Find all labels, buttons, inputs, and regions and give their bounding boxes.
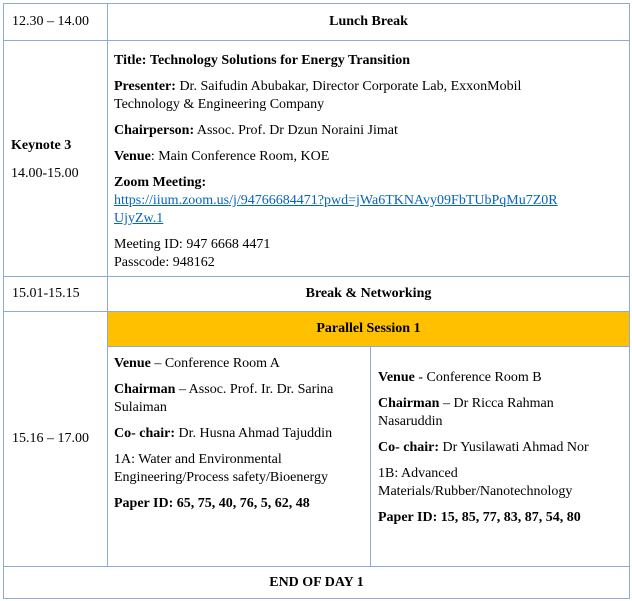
keynote-title-line: [114, 52, 626, 70]
keynote-details: [114, 52, 626, 272]
venue-name: : Main Conference Room, KOE: [150, 149, 330, 164]
networking-label: [108, 277, 629, 311]
meeting-id: Meeting ID: 947 6668 4471: [114, 237, 271, 252]
networking-text: Break & Networking: [305, 286, 432, 301]
chairperson-label: Chairperson:: [114, 123, 195, 138]
room-a-cochair-label: Co- chair:: [114, 426, 176, 441]
room-a-venue-name: – Conference Room A: [150, 356, 280, 371]
presenter-line: [114, 78, 626, 96]
presenter-name: Dr. Saifudin Abubakar, Director Corporate Lab, ExxonMobil: [179, 79, 522, 94]
room-b-venue-label: Venue: [378, 370, 415, 385]
zoom-link-part2[interactable]: UjyZw.1: [114, 211, 164, 226]
chairperson-line: [114, 122, 626, 140]
keynote-session-cell: [11, 137, 107, 183]
zoom-link[interactable]: [114, 192, 626, 210]
zoom-link-part1[interactable]: https://iium.zoom.us/j/94766684471?pwd=jWa6TKNAvy09FbTUbPqMu7Z0R: [114, 193, 558, 208]
room-a-cochair-name: Dr. Husna Ahmad Tajuddin: [175, 426, 333, 441]
room-b-track: 1B: Advanced: [378, 466, 458, 481]
room-b-track-cont: Materials/Rubber/Nanotechnology: [378, 484, 573, 499]
venue-label: Venue: [114, 149, 151, 164]
room-b-chair-name-cont: Nasaruddin: [378, 414, 443, 429]
keynote-title: Keynote 3: [11, 138, 72, 153]
room-a-venue-label: Venue: [114, 356, 151, 371]
room-a-track-cont: Engineering/Process safety/Bioenergy: [114, 470, 328, 485]
presenter-label: Presenter:: [114, 79, 176, 94]
room-b-venue: [378, 369, 628, 387]
room-a-chair-name: – Assoc. Prof. Ir. Dr. Sarina: [175, 382, 334, 397]
venue-line: [114, 148, 626, 166]
room-b-cochair-name: Dr Yusilawati Ahmad Nor: [439, 440, 589, 455]
networking-time: [4, 277, 107, 311]
room-b-chair-label: Chairman: [378, 396, 440, 411]
end-of-day-text: END OF DAY 1: [269, 574, 364, 590]
room-b-paper-ids: 15, 85, 77, 83, 87, 54, 80: [437, 510, 581, 525]
room-a-cochair: [114, 425, 366, 443]
room-b-venue-name: - Conference Room B: [414, 370, 542, 385]
passcode: Passcode: 948162: [114, 255, 215, 270]
lunch-time: [4, 4, 107, 40]
room-a-paper-ids: 65, 75, 40, 76, 5, 62, 48: [173, 496, 310, 511]
chairperson-name: Assoc. Prof. Dr Dzun Noraini Jimat: [196, 123, 398, 138]
schedule-table: [3, 3, 630, 599]
lunch-time-text: 12.30 – 14.00: [12, 14, 89, 29]
room-b-chair-name: – Dr Ricca Rahman: [439, 396, 554, 411]
lunch-break-label: [108, 4, 629, 40]
presenter-affiliation: Technology & Engineering Company: [114, 97, 325, 112]
end-of-day: [4, 567, 629, 598]
parallel-session-title: Parallel Session 1: [316, 321, 421, 336]
room-a-details: [114, 355, 366, 513]
parallel-session-header: [108, 312, 629, 346]
room-a-paper-label: Paper ID:: [114, 496, 174, 511]
room-a-track: 1A: Water and Environmental: [114, 452, 282, 467]
room-a-chair: [114, 381, 366, 399]
parallel-time-text: 15.16 – 17.00: [12, 431, 89, 446]
title-label: Title:: [114, 53, 147, 68]
room-a-papers: [114, 495, 366, 513]
parallel-time: [4, 312, 107, 566]
room-a-venue: [114, 355, 366, 373]
room-b-chair: [378, 395, 628, 413]
room-b-paper-label: Paper ID:: [378, 510, 438, 525]
room-b-papers: [378, 509, 628, 527]
talk-title: Technology Solutions for Energy Transition: [149, 53, 410, 68]
room-a-chair-name-cont: Sulaiman: [114, 400, 167, 415]
room-b-details: [378, 369, 628, 527]
keynote-time: 14.00-15.00: [11, 166, 79, 181]
networking-time-text: 15.01-15.15: [12, 286, 80, 301]
room-b-cochair: [378, 439, 628, 457]
zoom-link-continued[interactable]: [114, 210, 626, 228]
room-b-cochair-label: Co- chair:: [378, 440, 440, 455]
lunch-break-text: Lunch Break: [329, 14, 408, 29]
room-a-chair-label: Chairman: [114, 382, 176, 397]
zoom-label: Zoom Meeting:: [114, 175, 207, 190]
